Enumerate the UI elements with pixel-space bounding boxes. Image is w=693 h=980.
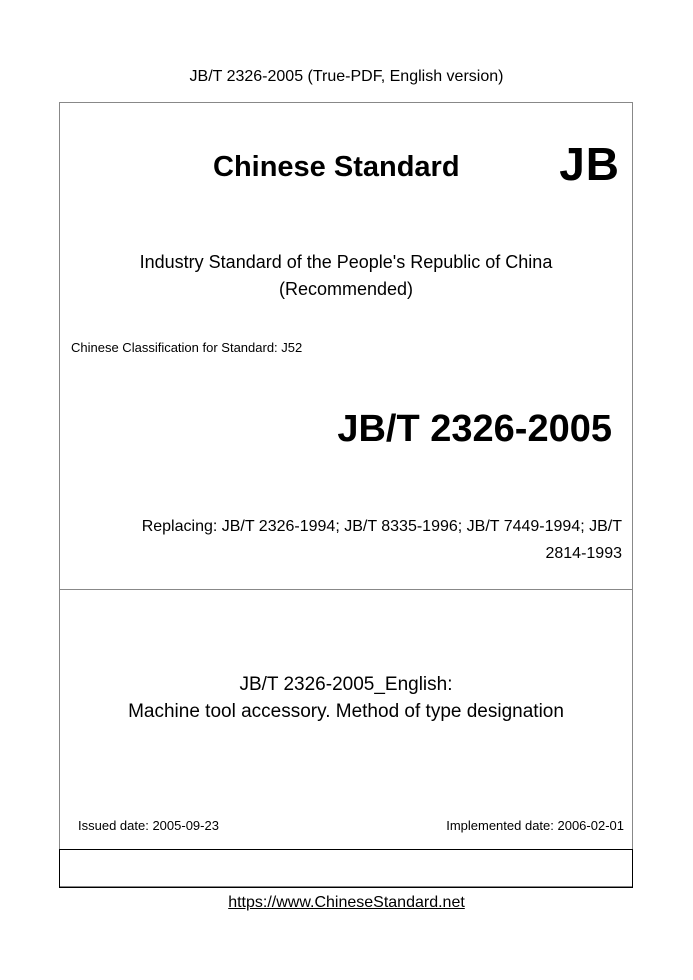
bottom-box	[59, 849, 633, 888]
industry-standard-text	[60, 249, 632, 303]
section-divider	[60, 589, 632, 590]
replacing-line-1: Replacing: JB/T 2326-1994; JB/T 8335-1996; JB/T 7449-1994; JB/T	[141, 518, 622, 535]
implemented-date: Implemented date: 2006-02-01	[446, 818, 624, 833]
page-header: JB/T 2326-2005 (True-PDF, English version)	[189, 68, 504, 85]
website-link[interactable]: https://www.ChineseStandard.net	[228, 894, 465, 911]
title-line-2: Machine tool accessory. Method of type designation	[128, 701, 564, 722]
cover-heading: Chinese Standard	[213, 151, 460, 183]
classification: Chinese Classification for Standard: J52	[71, 340, 303, 355]
industry-line-2: (Recommended)	[278, 279, 414, 299]
cover-frame	[59, 102, 633, 887]
document-title	[60, 671, 632, 725]
issued-date: Issued date: 2005-09-23	[78, 818, 219, 833]
title-line-1: JB/T 2326-2005_English:	[239, 674, 453, 695]
replacing-line-2: 2814-1993	[545, 545, 622, 562]
standard-number: JB/T 2326-2005	[337, 408, 612, 450]
replacing-text	[82, 513, 622, 567]
industry-line-1: Industry Standard of the People's Republic of China	[139, 252, 553, 272]
jb-mark: JB	[559, 138, 620, 190]
